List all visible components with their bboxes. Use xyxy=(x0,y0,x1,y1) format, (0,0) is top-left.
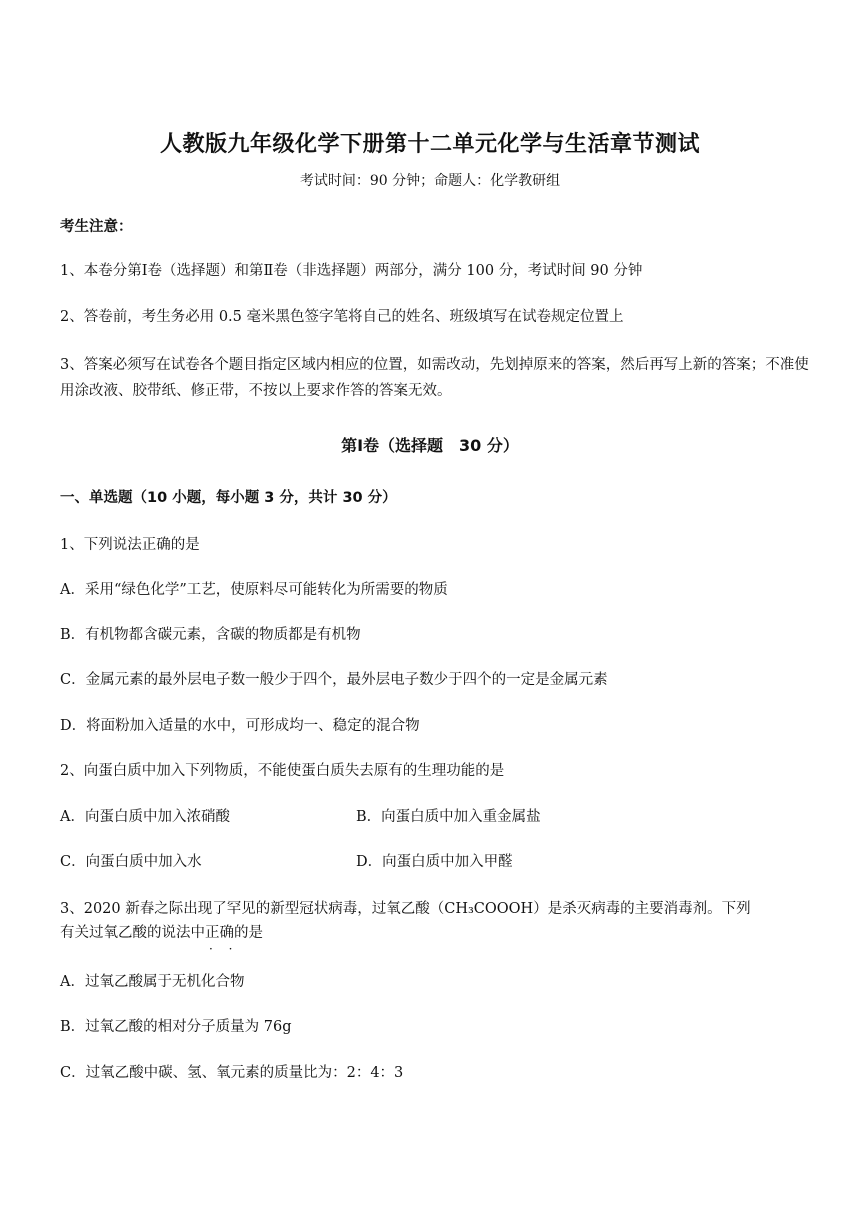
notice-item: 3、答案必须写在试卷各个题目指定区域内相应的位置，如需改动，先划掉原来的答案，然后再写上新的答案；不准使用涂改液、胶带纸、修正带，不按以上要求作答的答案无效。 xyxy=(60,357,809,399)
notice-item: 1、本卷分第Ⅰ卷（选择题）和第Ⅱ卷（非选择题）两部分，满分 100 分，考试时间 90 分钟 xyxy=(60,263,643,279)
option: A．采用“绿色化学”工艺，使原料尽可能转化为所需要的物质 xyxy=(60,582,448,598)
part-heading: 一、单选题（10 小题，每小题 3 分，共计 30 分） xyxy=(60,490,397,506)
option: B．过氧乙酸的相对分子质量为 76g xyxy=(60,1019,292,1035)
page-title: 人教版九年级化学下册第十二单元化学与生活章节测试 xyxy=(159,132,700,157)
notice-item: 2、答卷前，考生务必用 0.5 毫米黑色签字笔将自己的姓名、班级填写在试卷规定位置上 xyxy=(60,309,624,325)
section-title: 第Ⅰ卷（选择题 30 分） xyxy=(341,436,519,455)
option: D．向蛋白质中加入甲醛 xyxy=(356,854,513,870)
stem-text: 的是 xyxy=(234,925,263,941)
option: A．过氧乙酸属于无机化合物 xyxy=(60,974,245,990)
emphasized-word: 正确 · · xyxy=(205,925,234,941)
question-stem: 1、下列说法正确的是 xyxy=(60,537,200,553)
stem-text: 有关过氧乙酸的说法中 xyxy=(60,925,205,941)
option: A．向蛋白质中加入浓硝酸 xyxy=(60,809,230,825)
option: C．向蛋白质中加入水 xyxy=(60,854,202,870)
exam-info: 考试时间：90 分钟；命题人：化学教研组 xyxy=(299,173,561,189)
option: D．将面粉加入适量的水中，可形成均一、稳定的混合物 xyxy=(60,718,420,734)
question-stem-line2 xyxy=(60,922,810,945)
option: B．有机物都含碳元素，含碳的物质都是有机物 xyxy=(60,627,361,643)
question-stem-line1: 3、2020 新春之际出现了罕见的新型冠状病毒，过氧乙酸（CH₃COOOH）是杀灭病毒的主要消毒剂。下列 xyxy=(60,901,751,917)
question-stem: 2、向蛋白质中加入下列物质，不能使蛋白质失去原有的生理功能的是 xyxy=(60,763,505,779)
option: B．向蛋白质中加入重金属盐 xyxy=(356,809,541,825)
option: C．过氧乙酸中碳、氢、氧元素的质量比为：2：4：3 xyxy=(60,1065,404,1081)
notice-heading: 考生注意： xyxy=(60,219,133,235)
option: C．金属元素的最外层电子数一般少于四个，最外层电子数少于四个的一定是金属元素 xyxy=(60,672,608,688)
